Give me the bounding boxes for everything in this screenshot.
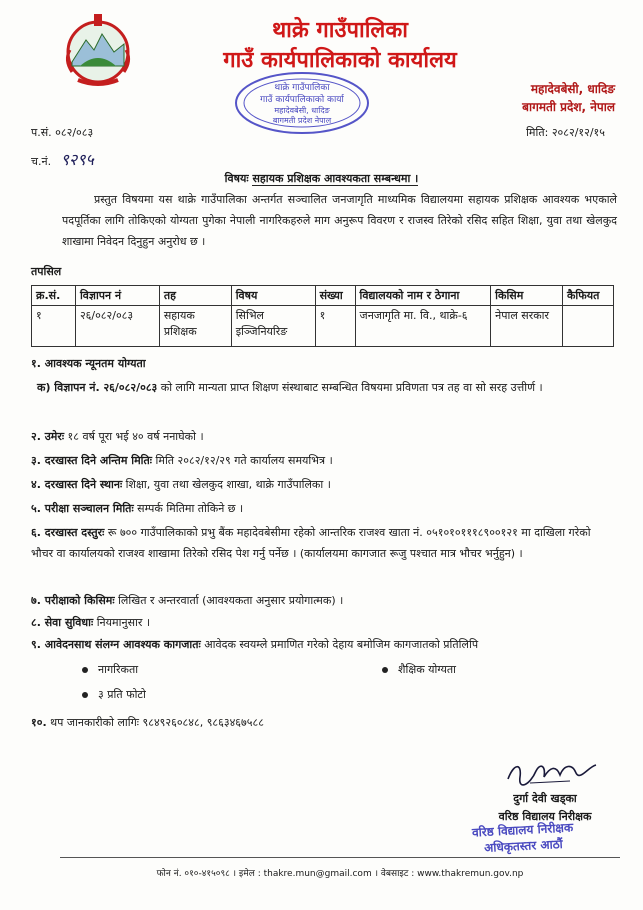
- requirement-deadline-text: मिति २०८२/१२/२९ गते कार्यालय समयभित्र ।: [152, 454, 333, 467]
- table-header-cell: क्र.सं.: [32, 286, 76, 306]
- requirement-fee-text: रू ७०० गाउँपालिकाको प्रभु बैंक महादेवबेसीमा रहेको आन्तरिक राजश्व खाता नं. ०५१०१०१११८९००१२१ मा दाखिला गरेको भौचर वा कार्यालयको राजश्व शाखामा तिरेको रसिद पेश गर्नु पर्नेछ । (कार्यालयमा कागजात रूजु पश्चात मात्र भौचर भर्नुहुन) ।: [31, 526, 591, 560]
- office-title-line1: थाक्रे गाउँपालिका: [272, 18, 408, 43]
- requirement-documents-text: आवेदक स्वयम्ले प्रमाणित गरेको देहाय बमोजिम कागजातको प्रतिलिपि: [200, 638, 479, 651]
- dispatch-value: ९२९५: [60, 150, 94, 169]
- requirement-a-text: को लागि मान्यता प्राप्त शिक्षण संस्थाबाट सम्बन्धित विषयमा प्रविणता पत्र तह वा सो सरह उत्तीर्ण ।: [157, 381, 543, 394]
- address-line2: बागमती प्रदेश, नेपाल: [522, 100, 615, 114]
- requirement-place-text: शिक्षा, युवा तथा खेलकुद शाखा, थाक्रे गाउँपालिका ।: [122, 478, 331, 491]
- bullet-icon: [382, 667, 388, 673]
- table-header-cell: संख्या: [315, 286, 355, 306]
- requirement-contact-label: १०.: [31, 716, 47, 729]
- signature-mark: [500, 755, 610, 789]
- requirement-age: [31, 426, 616, 447]
- requirement-deadline-label: ३. दरखास्त दिने अन्तिम मितिः: [31, 454, 153, 467]
- requirement-documents: [31, 634, 616, 655]
- seal-text-last: बागमती प्रदेश नेपाल: [272, 116, 332, 125]
- table-cell: १: [32, 306, 76, 347]
- table-header-cell: विद्यालयको नाम र ठेगाना: [355, 286, 491, 306]
- office-title-line2: गाउँ कार्यपालिकाको कार्यालय: [223, 48, 457, 73]
- requirement-benefits-label: ८. सेवा सुविधाः: [31, 616, 94, 629]
- requirement-age-text: १८ वर्ष पूरा भई ४० वर्ष ननाघेको ।: [64, 430, 204, 443]
- requirement-exam-date: [31, 498, 616, 519]
- table-cell: नेपाल सरकार: [491, 306, 563, 347]
- requirements-heading: १. आवश्यक न्यूनतम योग्यता: [31, 357, 146, 370]
- table-header-row: [32, 286, 614, 306]
- table-cell: २६/०८२/०८३: [75, 306, 159, 347]
- requirement-contact-text: थप जानकारीको लागिः ९८४९२६०८४८, ९८६३४६७५८८: [46, 716, 264, 729]
- requirement-benefits-text: नियमानुसार ।: [93, 616, 151, 629]
- requirement-deadline: [31, 450, 616, 471]
- reference-number: प.सं. ०८२/०८३: [31, 126, 94, 139]
- document-item: [82, 662, 138, 677]
- requirement-documents-label: ९. आवेदनसाथ संलग्न आवश्यक कागजातः: [31, 638, 201, 651]
- body-paragraph: प्रस्तुत विषयमा यस थाक्रे गाउँपालिका अन्तर्गत सञ्चालित जनजागृति माध्यमिक विद्यालयमा सहायक प्रशिक्षक आवश्यक भएकाले पदपूर्तिका लागि तोकिएको योग्यता पुगेका नेपाली नागरिकहरुले माग अनुरूप विवरण र राजस्व तिरेको रसिद सहित शिक्षा, युवा तथा खेलकुद शाखामा निवेदन दिनुहुन अनुरोध छ ।: [62, 193, 617, 248]
- requirement-exam-date-label: ५. परीक्षा सञ्चालन मितिः: [31, 502, 134, 515]
- seal-text-top: थाक्रे गाउँपालिका: [274, 83, 330, 93]
- footer-contact: फोन नं. ०१०-४१५०९८ । इमेल : thakre.mun@gmail.com । वेबसाइट : www.thakremun.gov.np: [156, 869, 524, 879]
- vacancy-table: [31, 285, 614, 347]
- requirement-place-label: ४. दरखास्त दिने स्थानः: [31, 478, 123, 491]
- document-item-label: शैक्षिक योग्यता: [398, 663, 456, 676]
- table-header-cell: कैफियत: [562, 286, 613, 306]
- footer-divider: [60, 857, 620, 858]
- table-header-cell: विषय: [231, 286, 315, 306]
- bullet-icon: [82, 667, 88, 673]
- requirement-a: [31, 377, 616, 398]
- document-item: [82, 687, 146, 702]
- table-header-cell: तह: [159, 286, 231, 306]
- requirement-place: [31, 474, 616, 495]
- subject-label: विषयः: [224, 172, 249, 185]
- signatory-designation: वरिष्ठ विद्यालय निरीक्षक: [498, 810, 592, 823]
- nepal-emblem-icon: [58, 10, 138, 90]
- seal-text-mid: गाउँ कार्यपालिकाको कार्या: [260, 95, 344, 105]
- table-header-cell: किसिम: [491, 286, 563, 306]
- subject-text: सहायक प्रशिक्षक आवश्यकता सम्बन्धमा ।: [252, 172, 419, 185]
- bullet-icon: [82, 692, 88, 698]
- stamp-line1: वरिष्ठ विद्यालय निरीक्षक: [471, 820, 574, 840]
- requirement-fee-label: ६. दरखास्त दस्तुरः: [31, 526, 105, 539]
- requirement-exam-type-text: लिखित र अन्तरवार्ता (आवश्यकता अनुसार प्रयोगात्मक) ।: [114, 594, 344, 607]
- document-item-label: नागरिकता: [98, 663, 139, 676]
- table-cell: [562, 306, 613, 347]
- requirement-age-label: २. उमेरः: [31, 430, 65, 443]
- designation-stamp: [447, 818, 598, 858]
- address-line1: महादेवबेसी, धादिङ: [530, 82, 615, 96]
- table-cell: सहायक प्रशिक्षक: [159, 306, 231, 347]
- requirement-contact: [31, 712, 616, 733]
- seal-text-bottom: महादेवबेसी, धादिङ: [274, 106, 330, 115]
- signatory-name: दुर्गा देवी खड्का: [513, 792, 577, 805]
- dispatch-label: च.नं.: [31, 155, 52, 168]
- requirement-fee: [31, 522, 616, 564]
- table-cell: सिभिल इञ्जिनियरिङ: [231, 306, 315, 347]
- dispatch-number: [31, 148, 94, 170]
- table-row: [32, 306, 614, 347]
- subject-line: [0, 171, 643, 186]
- requirement-a-label: क) विज्ञापन नं. २६/०८२/०८३: [37, 381, 158, 394]
- requirement-exam-type-label: ७. परीक्षाको किसिमः: [31, 594, 115, 607]
- letter-date: मिति: २०८२/१२/१५: [526, 126, 605, 139]
- document-item-label: ३ प्रति फोटो: [98, 688, 146, 701]
- table-cell: १: [315, 306, 355, 347]
- office-seal: [232, 70, 372, 136]
- stamp-line2: अधिकृतस्तर आठौं: [483, 836, 564, 856]
- table-cell: जनजागृति मा. वि., थाक्रे-६: [355, 306, 491, 347]
- tapasil-heading: तपसिल: [31, 265, 62, 278]
- requirement-exam-type: [31, 590, 616, 611]
- requirement-exam-date-text: सम्पर्क मितिमा तोकिने छ ।: [133, 502, 244, 515]
- document-item: [382, 662, 456, 677]
- table-header-cell: विज्ञापन नं: [75, 286, 159, 306]
- requirement-benefits: [31, 612, 616, 633]
